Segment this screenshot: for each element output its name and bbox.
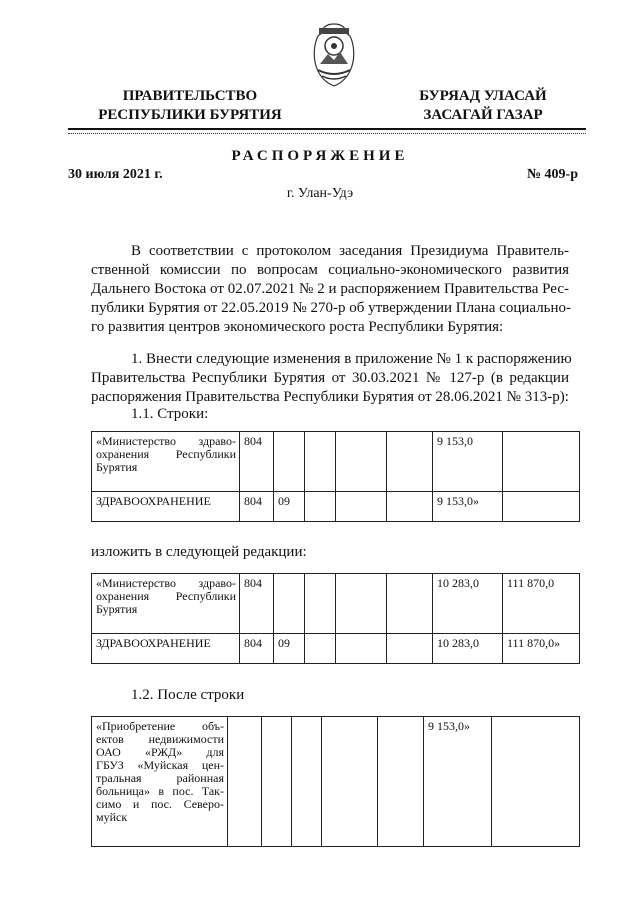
table-cell-empty <box>228 717 262 847</box>
table-cell-code: 804 <box>240 574 274 634</box>
table-cell-empty <box>492 717 580 847</box>
preamble-paragraph <box>91 242 572 337</box>
decree-title: РАСПОРЯЖЕНИЕ <box>231 148 409 164</box>
table-cell-section <box>274 432 305 492</box>
table-cell-value1: 9 153,0» <box>433 492 503 522</box>
header-divider-dotted <box>68 133 586 134</box>
table-row <box>92 492 580 522</box>
table-cell-name: «Приобретение объ- ектов недвижимости ОАО «РЖД» для ГБУЗ «Муйская цен- тральная районная больница» в пос. Так- симо и пос. Северо- муйск <box>92 717 228 847</box>
header-right <box>408 87 558 125</box>
table-cell-value2: 111 870,0» <box>503 634 580 664</box>
table-cell-value1: 9 153,0 <box>433 432 503 492</box>
header-right-line1: БУРЯАД УЛАСАЙ <box>419 88 547 104</box>
decree-city: г. Улан-Удэ <box>286 186 354 201</box>
table-cell-code: 804 <box>240 432 274 492</box>
table-cell-empty <box>387 634 433 664</box>
table-cell-empty <box>262 717 292 847</box>
item-1-1-label: 1.1. Строки: <box>131 406 209 422</box>
table-cell-empty <box>305 634 336 664</box>
table-cell-section: 09 <box>274 634 305 664</box>
table-row <box>92 574 580 634</box>
table-cell-name: ЗДРАВООХРАНЕНИЕ <box>92 634 240 664</box>
item-1-line: 1. Внести следующие изменения в приложение № 1 к распоряжению <box>131 351 572 367</box>
header-left <box>90 87 290 125</box>
preamble-line: Дальнего Востока от 02.07.2021 № 2 и распоряжением Правительства Рес- <box>91 281 569 297</box>
table-row <box>92 432 580 492</box>
table-cell-empty <box>387 492 433 522</box>
table-cell-section <box>274 574 305 634</box>
item-1-paragraph <box>91 350 572 407</box>
table-cell-code: 804 <box>240 492 274 522</box>
table-cell-value2: 111 870,0 <box>503 574 580 634</box>
table-new-rows <box>91 573 580 664</box>
preamble-line: го развития центров экономического роста Республики Бурятия: <box>91 319 504 335</box>
table-cell-empty <box>336 574 387 634</box>
preamble-line: В соответствии с протоколом заседания Президиума Правитель- <box>131 243 569 259</box>
table-cell-empty <box>378 717 424 847</box>
header-left-line2: РЕСПУБЛИКИ БУРЯТИЯ <box>98 107 282 123</box>
table-cell-value1: 9 153,0» <box>424 717 492 847</box>
table-cell-section: 09 <box>274 492 305 522</box>
table-cell-empty <box>305 574 336 634</box>
replace-instruction: изложить в следующей редакции: <box>91 544 307 560</box>
decree-number: № 409-р <box>526 167 578 182</box>
table-cell-empty <box>305 432 336 492</box>
preamble-line: ственной комиссии по вопросам социально-экономического развития <box>91 262 569 278</box>
item-1-line: распоряжения Правительства Республики Бурятия от 28.06.2021 № 313-р): <box>91 389 569 405</box>
table-original-rows <box>91 431 580 522</box>
table-cell-value1: 10 283,0 <box>433 634 503 664</box>
table-cell-empty <box>292 717 322 847</box>
item-1-2-label: 1.2. После строки <box>131 687 245 703</box>
table-after-row <box>91 716 580 847</box>
table-cell-code: 804 <box>240 634 274 664</box>
preamble-line: публики Бурятия от 22.05.2019 № 270-р об утверждении Плана социально- <box>91 300 572 316</box>
table-cell-empty <box>336 492 387 522</box>
item-1-line: Правительства Республики Бурятия от 30.03.2021 № 127-р (в редакции <box>91 370 569 386</box>
table-cell-value2 <box>503 492 580 522</box>
table-cell-empty <box>336 432 387 492</box>
table-cell-value1: 10 283,0 <box>433 574 503 634</box>
coat-of-arms-emblem <box>304 20 364 90</box>
header-left-line1: ПРАВИТЕЛЬСТВО <box>122 88 258 104</box>
header-right-line2: ЗАСАГАЙ ГАЗАР <box>423 107 543 123</box>
table-cell-value2 <box>503 432 580 492</box>
table-cell-empty <box>336 634 387 664</box>
table-cell-name: «Министерство здраво- охранения Республики Бурятия <box>92 574 240 634</box>
table-cell-name: «Министерство здраво- охранения Республики Бурятия <box>92 432 240 492</box>
table-cell-name: ЗДРАВООХРАНЕНИЕ <box>92 492 240 522</box>
table-row <box>92 717 580 847</box>
table-row <box>92 634 580 664</box>
header-divider-thick <box>68 128 586 130</box>
decree-date: 30 июля 2021 г. <box>68 167 163 182</box>
table-cell-empty <box>305 492 336 522</box>
table-cell-empty <box>387 574 433 634</box>
table-cell-empty <box>387 432 433 492</box>
table-cell-empty <box>322 717 378 847</box>
